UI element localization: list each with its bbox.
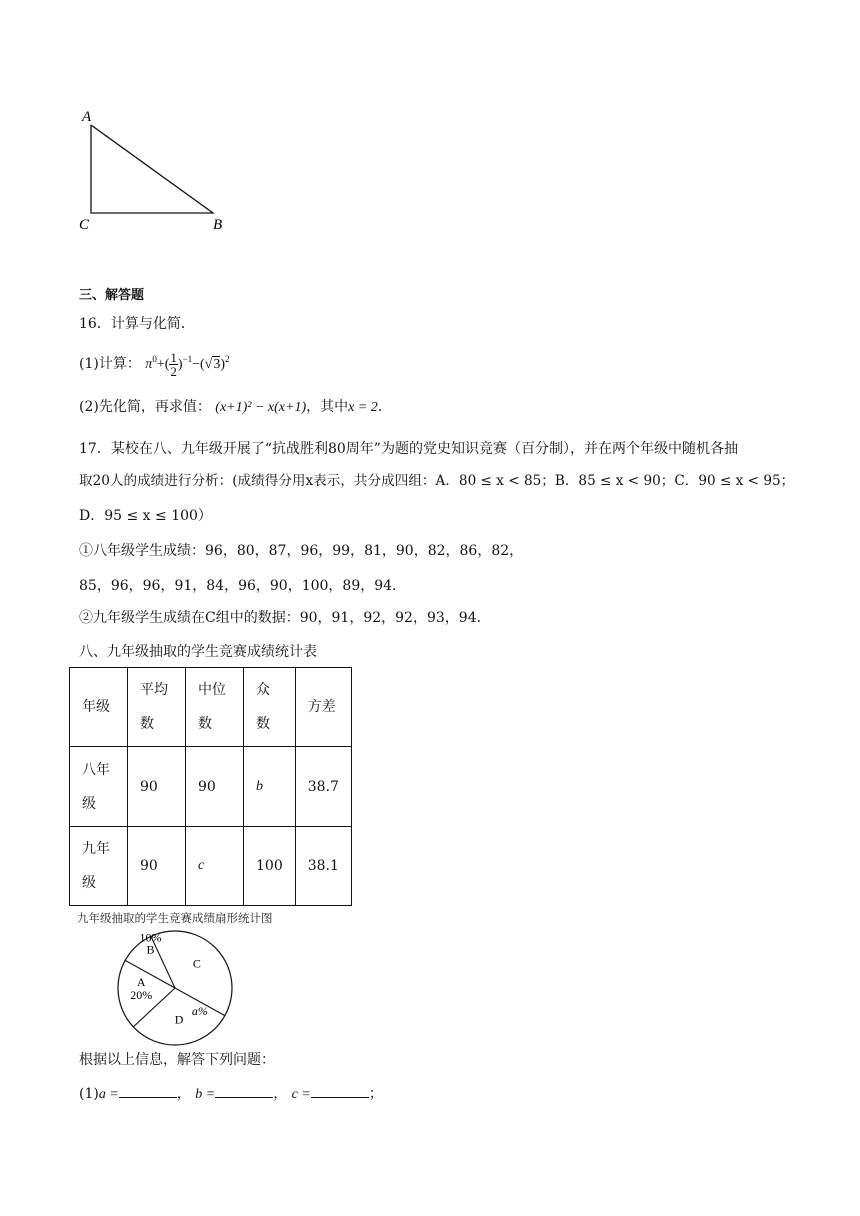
pie-slice-label-b: B [146,942,155,957]
stats-table [69,667,352,906]
table-title: 八、九年级抽取的学生竞赛成绩统计表 [79,644,317,660]
answer-c-blank[interactable] [311,1085,369,1098]
row-mode: 100 [244,827,296,906]
table-row [70,827,352,906]
pie-slice-label-d: D [174,1012,184,1027]
q16-part1-expression: $\pi^0+$( $\frac{1}{2}$ )$^{-1}-(√3)^2$ [145,350,230,380]
row-variance: 38.7 [295,747,351,827]
row-mode: b [244,747,296,827]
header-grade: 年级 [70,668,128,747]
q16-part1 [79,348,230,378]
q17-line-2: 取20人的成绩进行分析：(成绩得分用x表示，共分成四组：A．80 ≤ x < 85；B．85 ≤ x < 90；C．90 ≤ x < 95； [79,473,795,489]
q17-prompt: 根据以上信息，解答下列问题： [79,1052,275,1068]
half-fraction: $\frac{1}{2}$ [170,350,177,380]
triangle-figure [70,100,240,240]
header-variance: 方差 [295,668,351,747]
q16-title: 16．计算与化简． [79,316,195,332]
answer-a-blank[interactable] [119,1085,177,1098]
row-mean: 90 [128,827,186,906]
q16-part2-expression: (x+1)² − x(x+1) [215,400,307,415]
header-mean: 平均 数 [128,668,186,747]
row-median: c [186,827,244,906]
table-header-row [70,668,352,747]
q17-line-1: 17．某校在八、九年级开展了“抗战胜利80周年”为题的党史知识竞赛（百分制），并在两个年级中随机各抽 [79,441,738,457]
q16-part2: (2)先化简，再求值： (x+1)² − x(x+1)，其中x = 2． [79,399,392,415]
header-mode: 众 数 [244,668,296,747]
q16-part2-condition: x = 2 [348,400,378,415]
vertex-b-label: B [213,217,223,233]
q17-line-3: D．95 ≤ x ≤ 100） [79,508,212,524]
pie-chart [115,928,245,1050]
grade8-scores-line-2: 85，96，96，91，84，96，90，100，89，94． [79,578,407,594]
header-median: 中位 数 [186,668,244,747]
pie-slice-value-a: 20% [130,988,153,1003]
grade9-c-group-data: ②九年级学生成绩在C组中的数据：90，91，92，92，93，94． [79,610,491,626]
pie-title: 九年级抽取的学生竞赛成绩扇形统计图 [77,911,273,925]
pie-slice-value-d: a% [191,1004,208,1019]
row-grade: 八年 级 [70,747,128,827]
q16-part2-label: (2)先化简，再求值： [79,399,211,415]
q17-answer-line: (1)a = ， b = ， c = ； [79,1086,383,1102]
table-row [70,747,352,827]
answer-b-blank[interactable] [215,1085,273,1098]
vertex-c-label: C [79,217,90,233]
pie-slice-label-c: C [192,956,201,971]
row-mean: 90 [128,747,186,827]
row-median: 90 [186,747,244,827]
section-title: 三、解答题 [79,288,145,303]
row-variance: 38.1 [295,827,351,906]
pie-slice-value-b: 10% [139,930,162,945]
q16-part1-label: (1)计算： [79,356,141,372]
pie-slice-label-a: A [136,975,146,990]
pie-slice-boundary-b [125,960,175,988]
vertex-a-label: A [82,109,92,125]
triangle-shape [91,125,213,213]
grade8-scores-line-1: ①八年级学生成绩：96，80，87，96，99，81，90，82，86，82， [79,543,524,559]
row-grade: 九年 级 [70,827,128,906]
